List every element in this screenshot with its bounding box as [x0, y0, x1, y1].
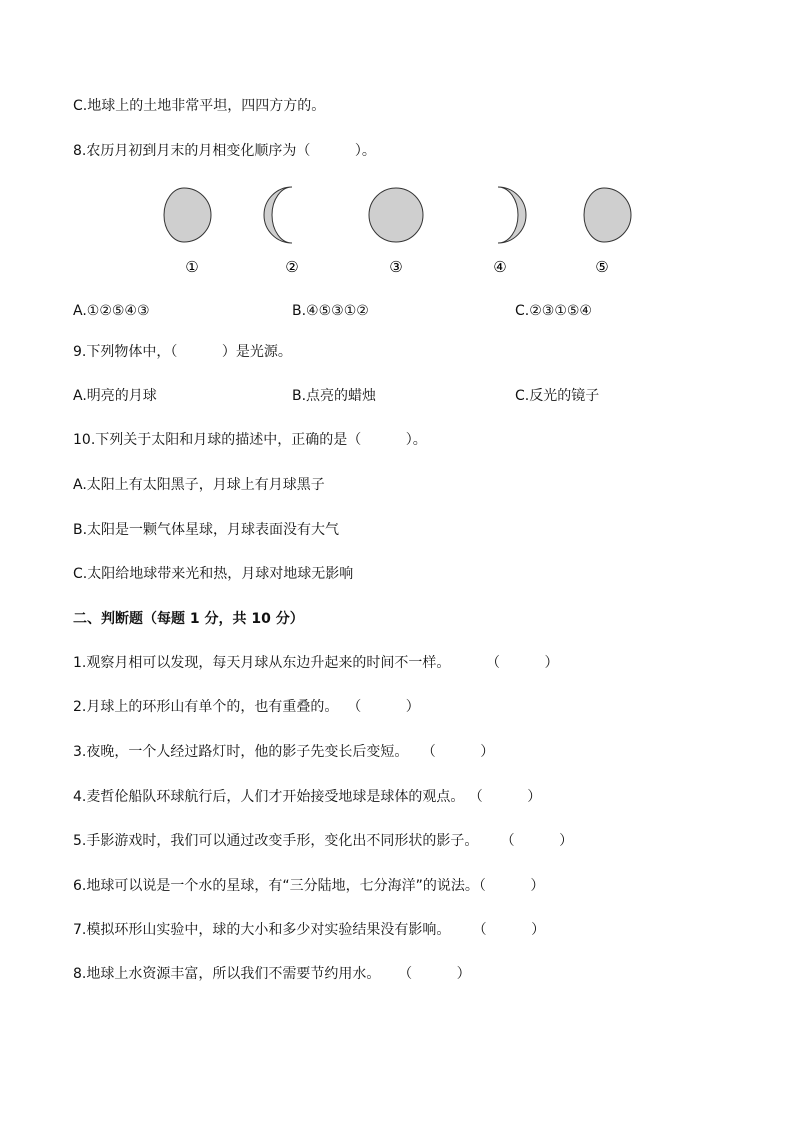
question-10: 10.下列关于太阳和月球的描述中，正确的是（ ）。 — [73, 432, 427, 448]
q8-option-c: C.②③①⑤④ — [515, 303, 592, 319]
moon-phase-1 — [164, 188, 211, 242]
q9-option-b: B.点亮的蜡烛 — [292, 388, 377, 404]
q9-option-c: C.反光的镜子 — [515, 388, 600, 404]
moon-phases-figure — [140, 180, 660, 290]
q8-option-b: B.④⑤③①② — [292, 303, 369, 319]
moon-phase-5 — [584, 188, 631, 242]
moon-label-5: ⑤ — [595, 258, 609, 276]
question-9: 9.下列物体中，（ ）是光源。 — [73, 344, 292, 360]
moon-label-2: ② — [285, 258, 299, 276]
moon-phase-2 — [264, 187, 292, 243]
judge-item-8: 8.地球上水资源丰富，所以我们不需要节约用水。 （ ） — [73, 966, 471, 982]
judge-item-1: 1.观察月相可以发现，每天月球从东边升起来的时间不一样。 （ ） — [73, 655, 559, 671]
moon-label-1: ① — [185, 258, 199, 276]
moon-label-4: ④ — [493, 258, 507, 276]
judge-item-3: 3.夜晚，一个人经过路灯时，他的影子先变长后变短。 （ ） — [73, 744, 495, 760]
moon-phase-4 — [498, 187, 526, 243]
q10-option-c: C.太阳给地球带来光和热，月球对地球无影响 — [73, 566, 354, 582]
judge-item-6: 6.地球可以说是一个水的星球，有“三分陆地，七分海洋”的说法。（ ） — [73, 878, 545, 894]
judge-item-2: 2.月球上的环形山有单个的，也有重叠的。 （ ） — [73, 699, 420, 715]
q9-option-a: A.明亮的月球 — [73, 388, 157, 404]
section-2-heading: 二、判断题（每题 1 分，共 10 分） — [73, 611, 304, 627]
judge-item-4: 4.麦哲伦船队环球航行后，人们才开始接受地球是球体的观点。 （ ） — [73, 789, 542, 805]
q8-option-a: A.①②⑤④③ — [73, 303, 150, 319]
q10-option-b: B.太阳是一颗气体星球，月球表面没有大气 — [73, 522, 340, 538]
moon-phase-3 — [369, 188, 423, 242]
question-8: 8.农历月初到月末的月相变化顺序为（ ）。 — [73, 143, 376, 159]
q10-option-a: A.太阳上有太阳黑子，月球上有月球黑子 — [73, 477, 325, 493]
moon-label-3: ③ — [389, 258, 403, 276]
judge-item-7: 7.模拟环形山实验中，球的大小和多少对实验结果没有影响。 （ ） — [73, 922, 546, 938]
judge-item-5: 5.手影游戏时，我们可以通过改变手形，变化出不同形状的影子。 （ ） — [73, 833, 574, 849]
option-c-line: C.地球上的土地非常平坦，四四方方的。 — [73, 98, 326, 114]
